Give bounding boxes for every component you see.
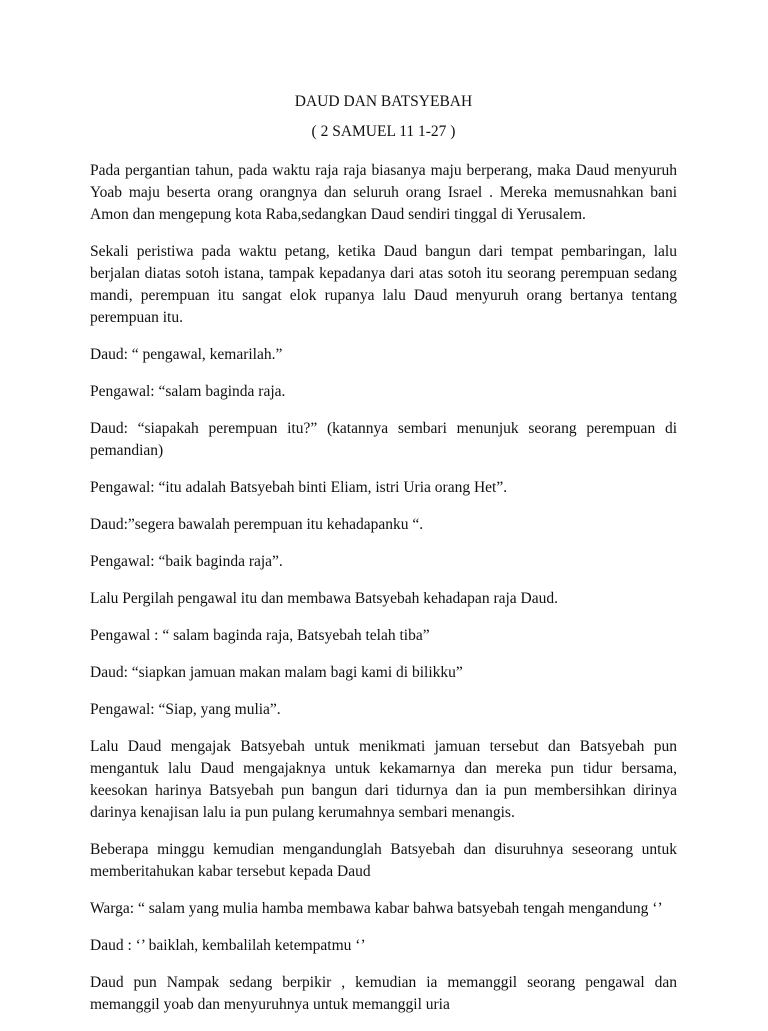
dialogue-line: Daud: “ pengawal, kemarilah.” <box>90 346 283 363</box>
dialogue-line: Daud: “siapakah perempuan itu?” (katannya sembari menunjuk seorang perempuan di pemandian) <box>90 420 677 459</box>
narration-line: Lalu Pergilah pengawal itu dan membawa Batsyebah kehadapan raja Daud. <box>90 590 558 607</box>
document-title: DAUD DAN BATSYEBAH <box>294 93 473 110</box>
document-subtitle: ( 2 SAMUEL 11 1-27 ) <box>311 123 456 140</box>
dialogue-line: Daud: “siapkan jamuan makan malam bagi kami di bilikku” <box>90 664 463 681</box>
paragraph-feast: Lalu Daud mengajak Batsyebah untuk menikmati jamuan tersebut dan Batsyebah pun mengantuk lalu Daud mengajaknya untuk kekamarnya dan mereka pun tidur bersama, keesokan harinya Batsyebah pun bangun dari tidurnya dan ia pun membersihkan dirinya darinya kenajisan lalu ia pun pulang kerumahnya sembari menangis. <box>90 738 677 821</box>
dialogue-line: Pengawal: “itu adalah Batsyebah binti Eliam, istri Uria orang Het”. <box>90 479 508 496</box>
paragraph-evening: Sekali peristiwa pada waktu petang, ketika Daud bangun dari tempat pembaringan, lalu berjalan diatas sotoh istana, tampak kepadanya dari atas sotoh itu seorang perempuan sedang mandi, perempuan itu sangat elok rupanya lalu Daud menyuruh orang bertanya tentang perempuan itu. <box>90 243 677 326</box>
paragraph-intro: Pada pergantian tahun, pada waktu raja raja biasanya maju berperang, maka Daud menyuruh Yoab maju beserta orang orangnya dan seluruh orang Israel . Mereka memusnahkan bani Amon dan mengepung kota Raba,sedangkan Daud sendiri tinggal di Yerusalem. <box>90 162 677 223</box>
dialogue-line: Pengawal: “Siap, yang mulia”. <box>90 701 281 718</box>
document-page <box>90 92 677 1031</box>
dialogue-line: Daud : ‘’ baiklah, kembalilah ketempatmu ‘’ <box>90 937 366 954</box>
dialogue-line: Pengawal: “salam baginda raja. <box>90 383 286 400</box>
paragraph-pregnancy: Beberapa minggu kemudian mengandunglah Batsyebah dan disuruhnya seseorang untuk memberitahukan kabar tersebut kepada Daud <box>90 841 677 880</box>
dialogue-line: Pengawal: “baik baginda raja”. <box>90 553 283 570</box>
dialogue-line: Pengawal : “ salam baginda raja, Batsyebah telah tiba” <box>90 627 430 644</box>
paragraph-plan: Daud pun Nampak sedang berpikir , kemudian ia memanggil seorang pengawal dan memanggil yoab dan menyuruhnya untuk memanggil uria <box>90 974 677 1013</box>
dialogue-line: Daud:”segera bawalah perempuan itu kehadapanku “. <box>90 516 424 533</box>
dialogue-line: Warga: “ salam yang mulia hamba membawa kabar bahwa batsyebah tengah mengandung ‘’ <box>90 900 663 917</box>
